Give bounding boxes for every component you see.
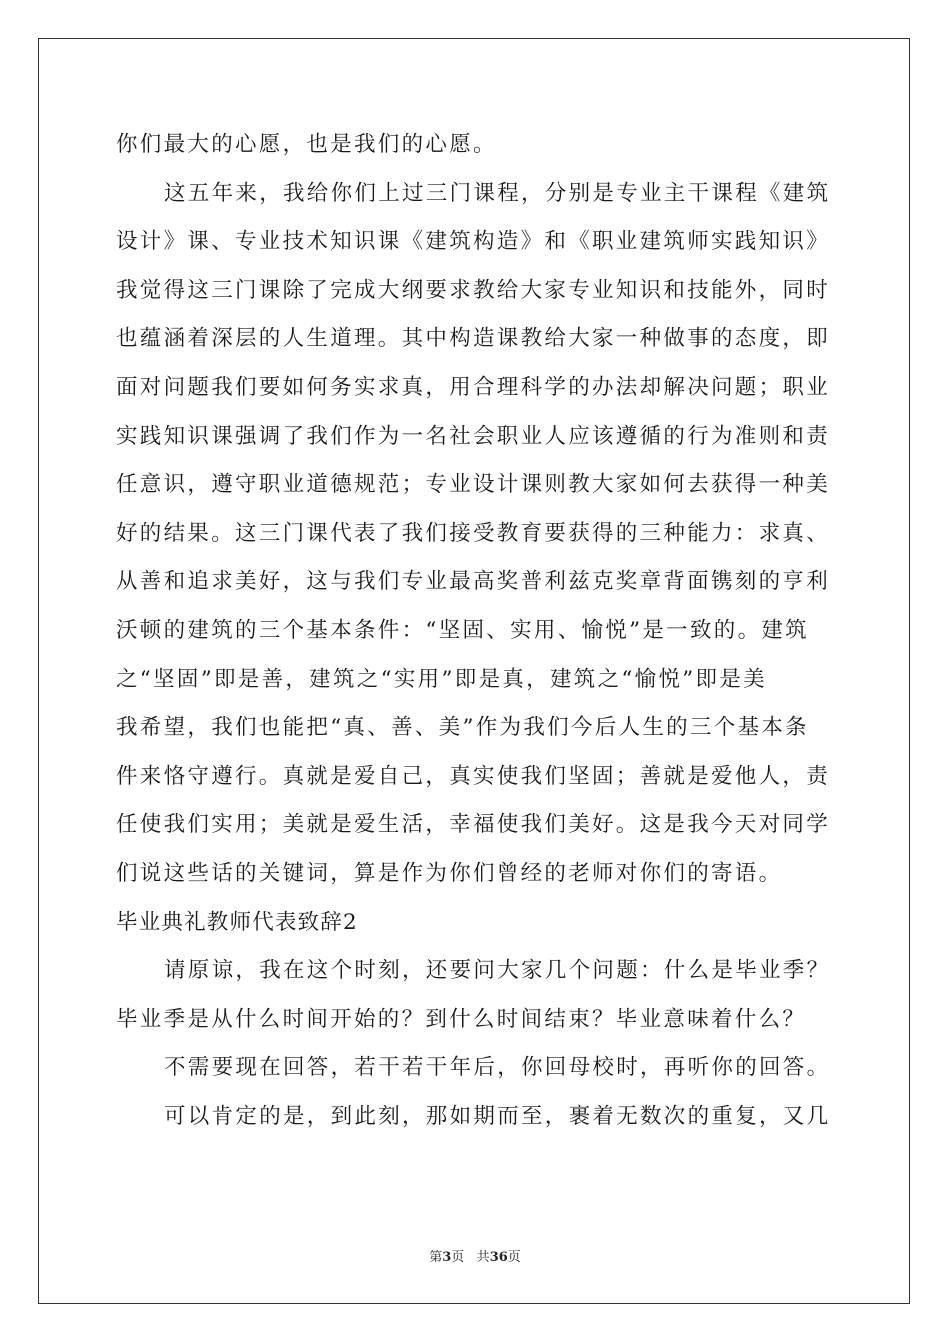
text-line: 实践知识课强调了我们作为一名社会职业人应该遵循的行为准则和责 bbox=[116, 423, 831, 449]
text-line: 好的结果。这三门课代表了我们接受教育要获得的三种能力：求真、 bbox=[116, 520, 831, 546]
current-page-number: 3 bbox=[442, 1250, 452, 1265]
text-line: 不需要现在回答，若干若干年后，你回母校时，再听你的回答。 bbox=[164, 1055, 831, 1081]
text-line: 件来恪守遵行。真就是爱自己，真实使我们坚固；善就是爱他人，责 bbox=[116, 763, 831, 789]
text-line: 沃顿的建筑的三个基本条件：“坚固、实用、愉悦”是一致的。建筑 bbox=[116, 617, 809, 643]
text-line: 设计》课、专业技术知识课《建筑构造》和《职业建筑师实践知识》 bbox=[116, 229, 831, 255]
text-line: 也蕴涵着深层的人生道理。其中构造课教给大家一种做事的态度，即 bbox=[116, 326, 831, 352]
footer-total-prefix: 共 bbox=[476, 1250, 490, 1265]
text-line: 可以肯定的是，到此刻，那如期而至，裹着无数次的重复，又几 bbox=[164, 1103, 831, 1129]
text-line: 我希望，我们也能把“真、善、美”作为我们今后人生的三个基本条 bbox=[116, 715, 809, 741]
text-line: 任意识，遵守职业道德规范；专业设计课则教大家如何去获得一种美 bbox=[116, 472, 831, 498]
text-line: 你们最大的心愿，也是我们的心愿。 bbox=[116, 132, 497, 157]
text-line: 从善和追求美好，这与我们专业最高奖普利兹克奖章背面镌刻的亨利 bbox=[116, 569, 831, 595]
footer-total-suffix: 页 bbox=[507, 1250, 521, 1265]
text-line: 请原谅，我在这个时刻，还要问大家几个问题：什么是毕业季？ bbox=[164, 958, 831, 984]
text-line: 们说这些话的关键词，算是作为你们曾经的老师对你们的寄语。 bbox=[116, 860, 783, 886]
text-line: 面对问题我们要如何务实求真，用合理科学的办法却解决问题；职业 bbox=[116, 374, 831, 400]
footer-page-suffix: 页 bbox=[451, 1250, 465, 1265]
footer-prefix: 第 bbox=[429, 1250, 443, 1265]
text-line: 我觉得这三门课除了完成大纲要求教给大家专业知识和技能外，同时 bbox=[116, 277, 831, 303]
document-body bbox=[116, 121, 832, 1141]
text-line: 任使我们实用；美就是爱生活，幸福使我们美好。这是我今天对同学 bbox=[116, 812, 831, 838]
total-pages-number: 36 bbox=[489, 1250, 508, 1265]
page-footer bbox=[0, 1246, 950, 1265]
text-line: 这五年来，我给你们上过三门课程，分别是专业主干课程《建筑 bbox=[164, 180, 831, 206]
section-heading: 毕业典礼教师代表致辞2 bbox=[116, 909, 358, 935]
text-line: 毕业季是从什么时间开始的？到什么时间结束？毕业意味着什么？ bbox=[116, 1006, 807, 1032]
text-line: 之“坚固”即是善，建筑之“实用”即是真，建筑之“愉悦”即是美 bbox=[116, 666, 767, 692]
